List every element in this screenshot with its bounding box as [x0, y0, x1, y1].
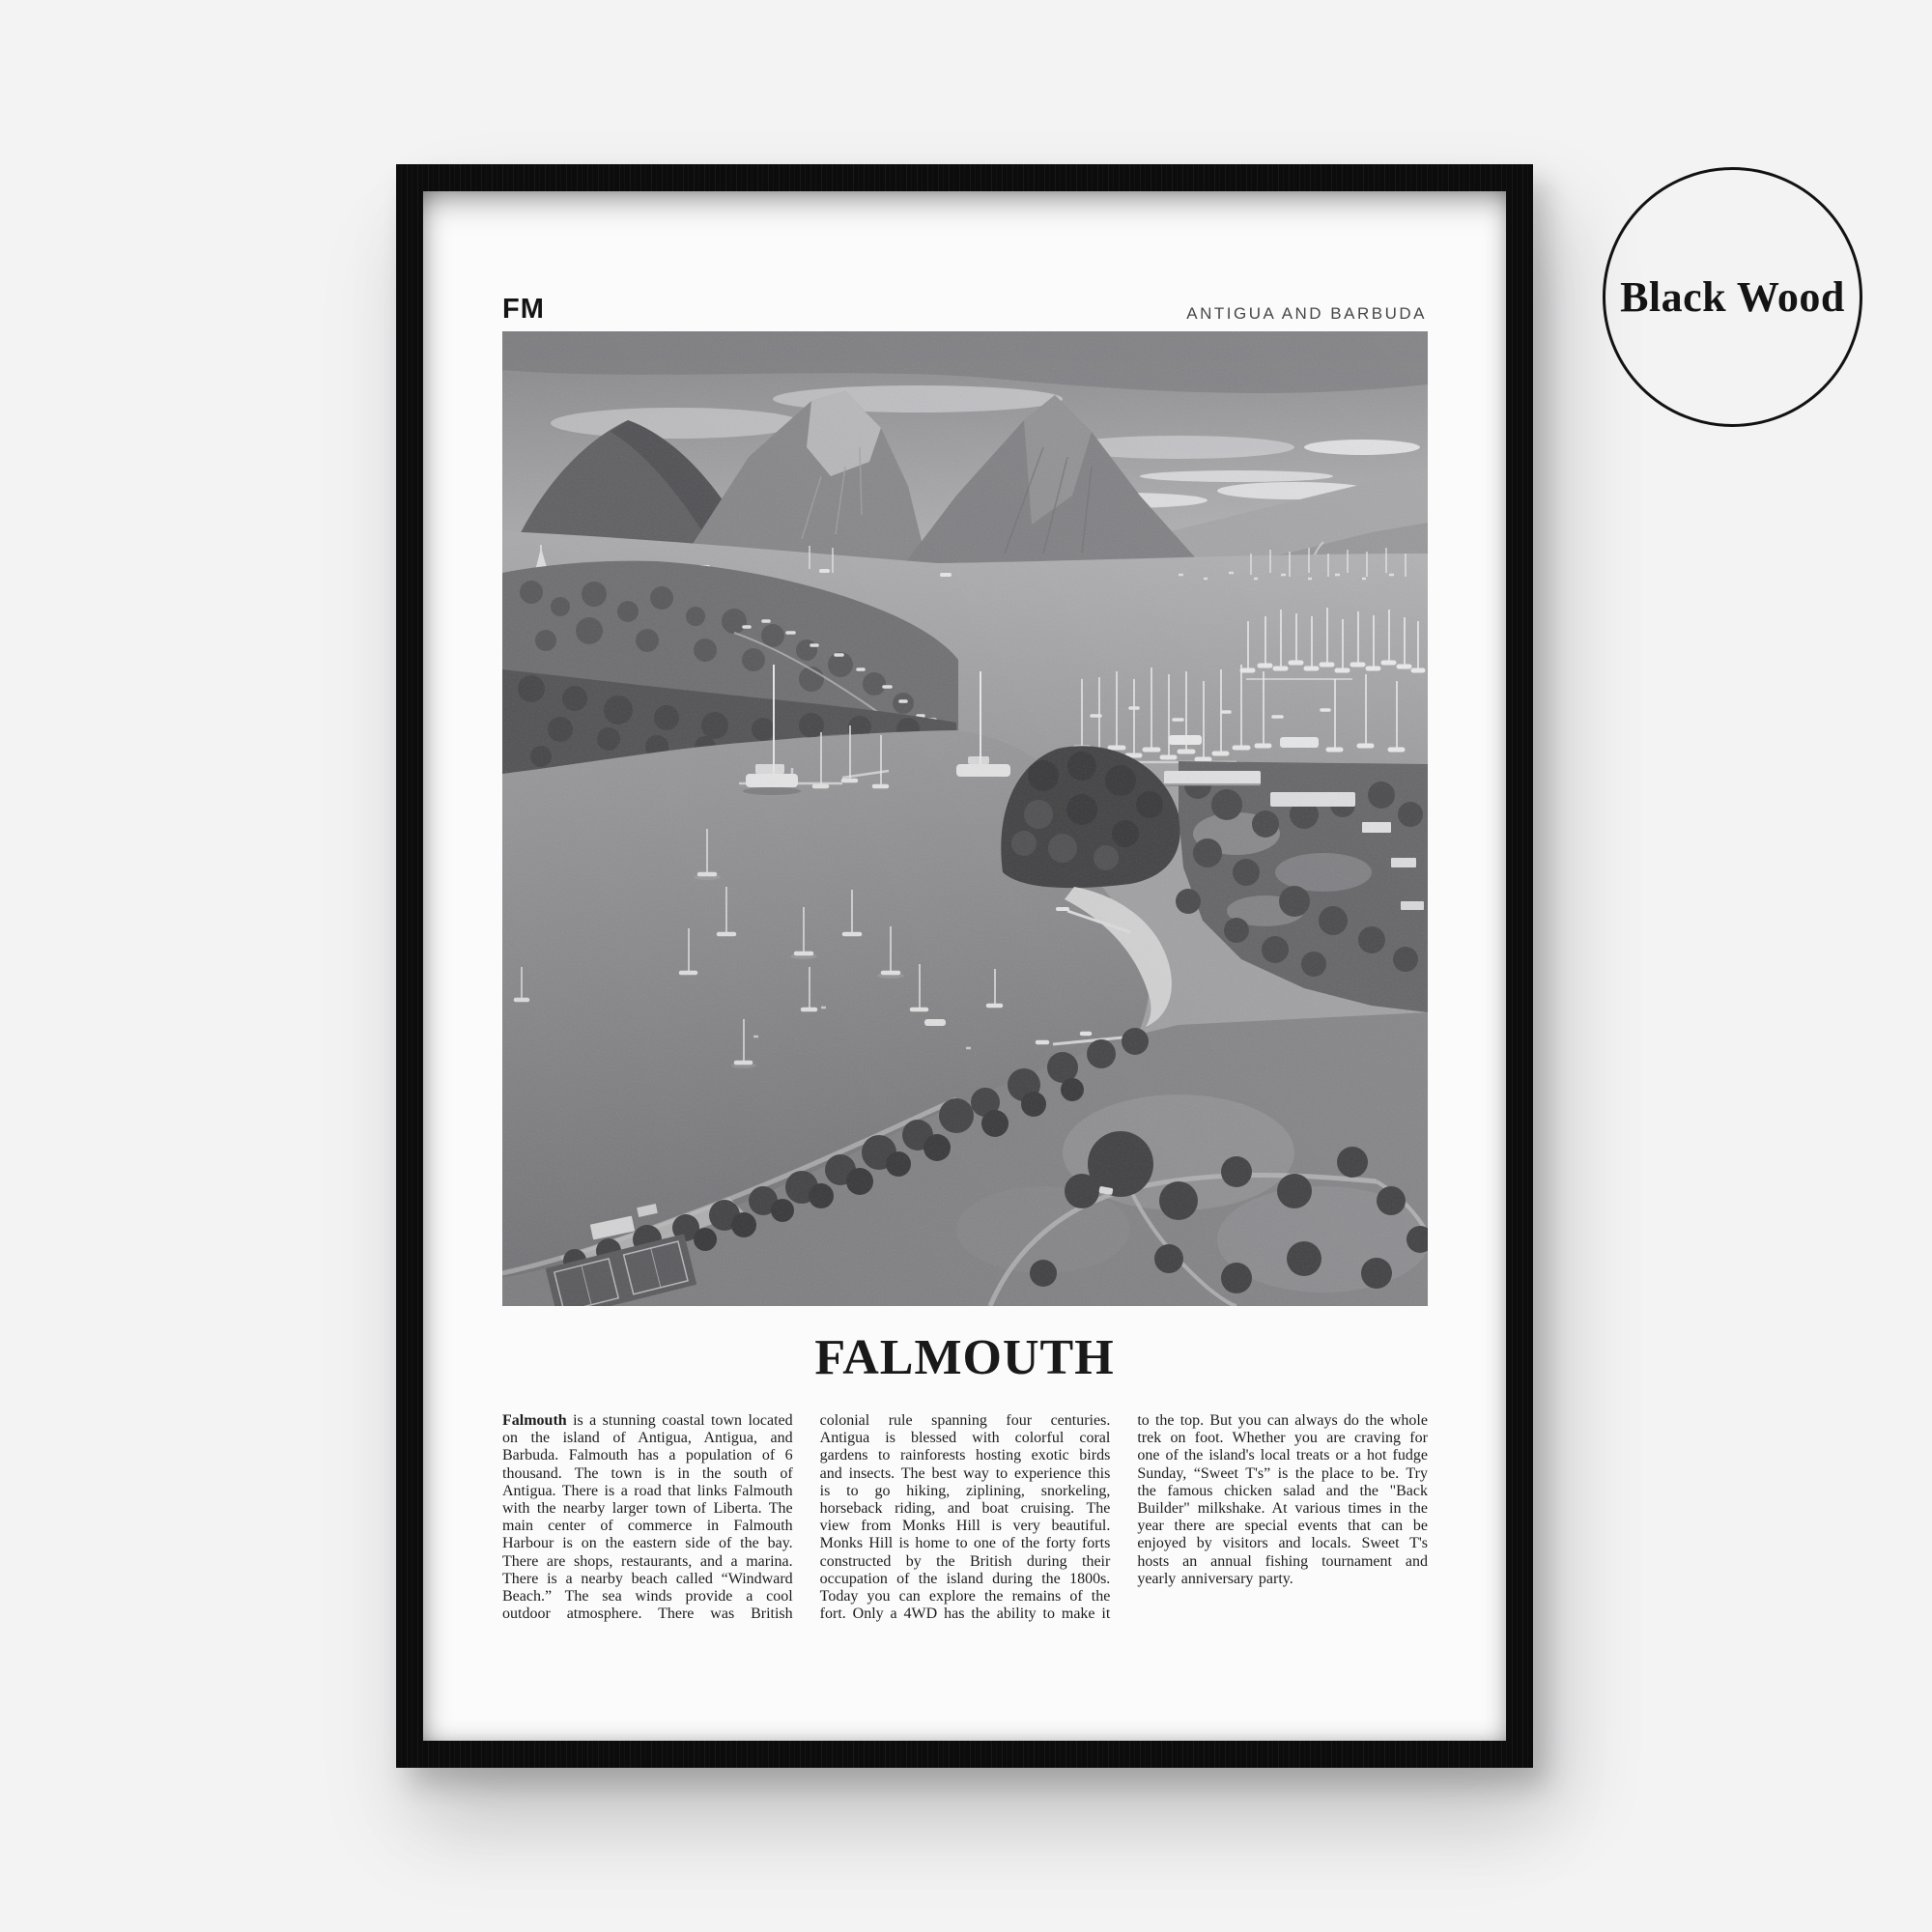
poster-title: FALMOUTH	[814, 1330, 1115, 1385]
frame-style-label: Black Wood	[1620, 273, 1845, 321]
harbor-photo	[502, 331, 1428, 1306]
picture-frame	[396, 164, 1533, 1768]
poster-header	[502, 291, 1427, 324]
article-text	[502, 1412, 1428, 1646]
photo-grain	[502, 331, 1428, 1306]
article-body: is a stunning coastal town located on the island of Antigua, Antigua, and Barbuda. Falmouth has a population of 6 thousand. The town is in the south of Antigua. There is a road that links Falmouth with the nearby larger town of Liberta. The main center of commerce in Falmouth Harbour is on the eastern side of the bay. There are shops, restaurants, and a marina. There is a nearby beach called “Windward Beach.” The sea winds provide a cool outdoor atmosphere. There was British colonial rule spanning four centuries. Antigua is blessed with colorful coral gardens to rainforests hosting exotic birds and insects. The best way to experience this is to go hiking, ziplining, snorkeling, horseback riding, and boat cruising. The view from Monks Hill is very beautiful. Monks Hill is home to one of the forty forts constructed by the British during their occupation of the island during the 1800s. Today you can explore the remains of the fort. Only a 4WD has the ability to make it to the top. But you can always do the whole trek on foot. Whether you are craving for one of the island's local treats or a hot fudge Sunday, “Sweet T's” is the place to be. Try the famous chicken salad and the "Back Builder" milkshake. At various times in the year there are special events that can be enjoyed by visitors and locals. Sweet T's hosts an annual fishing tournament and yearly anniversary party.	[502, 1412, 1428, 1623]
article-lead-word: Falmouth	[502, 1412, 567, 1429]
harbor-photo-svg	[502, 331, 1428, 1306]
country-label: ANTIGUA AND BARBUDA	[1186, 304, 1427, 324]
frame-style-badge	[1603, 167, 1862, 427]
brand-initials: FM	[502, 294, 545, 325]
poster	[423, 191, 1506, 1741]
